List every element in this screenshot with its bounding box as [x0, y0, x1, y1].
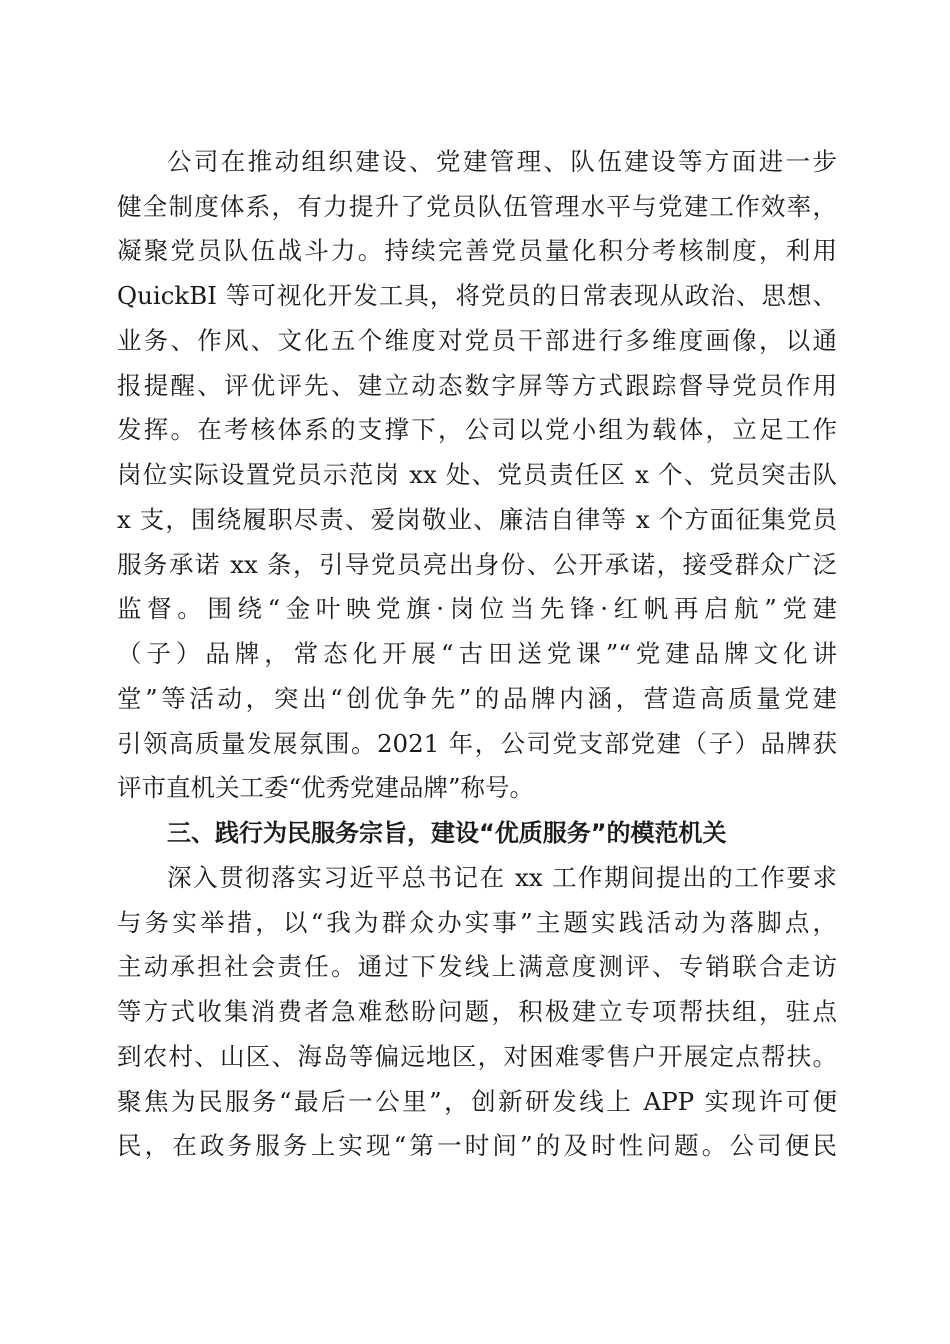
- section-heading: 三、践行为民服务宗旨，建设“优质服务”的模范机关: [167, 819, 727, 847]
- paragraph-line: 聚焦为民服务“最后一公里”，创新研发线上 APP 实现许可便: [117, 1087, 837, 1116]
- paragraph-line: 报提醒、评优评先、建立动态数字屏等方式跟踪督导党员作用: [117, 371, 837, 400]
- paragraph-line: 深入贯彻落实习近平总书记在 xx 工作期间提出的工作要求: [167, 863, 837, 892]
- paragraph-line: 公司在推动组织建设、党建管理、队伍建设等方面进一步: [167, 147, 837, 176]
- paragraph-line: 发挥。在考核体系的支撑下，公司以党小组为载体，立足工作: [117, 415, 837, 444]
- paragraph-line: 监督。围绕“金叶映党旗·岗位当先锋·红帆再启航”党建: [117, 594, 837, 623]
- paragraph-line: 服务承诺 xx 条，引导党员亮出身份、公开承诺，接受群众广泛: [117, 550, 837, 579]
- paragraph-line: 业务、作风、文化五个维度对党员干部进行多维度画像，以通: [117, 326, 837, 355]
- paragraph-line: 岗位实际设置党员示范岗 xx 处、党员责任区 x 个、党员突击队: [117, 460, 837, 489]
- paragraph-line: 主动承担社会责任。通过下发线上满意度测评、专销联合走访: [117, 952, 837, 981]
- paragraph-line: （子）品牌，常态化开展“古田送党课”“党建品牌文化讲: [117, 639, 837, 668]
- paragraph-line: 到农村、山区、海岛等偏远地区，对困难零售户开展定点帮扶。: [117, 1042, 837, 1071]
- paragraph-line: x 支，围绕履职尽责、爱岗敬业、廉洁自律等 x 个方面征集党员: [117, 505, 837, 534]
- paragraph-line: 民，在政务服务上实现“第一时间”的及时性问题。公司便民: [117, 1131, 837, 1160]
- paragraph-line: 凝聚党员队伍战斗力。持续完善党员量化积分考核制度，利用: [117, 236, 837, 265]
- paragraph-line: 健全制度体系，有力提升了党员队伍管理水平与党建工作效率，: [117, 192, 837, 221]
- paragraph-line: QuickBI 等可视化开发工具，将党员的日常表现从政治、思想、: [117, 281, 837, 310]
- paragraph-line: 评市直机关工委“优秀党建品牌”称号。: [117, 773, 535, 802]
- paragraph-line: 堂”等活动，突出“创优争先”的品牌内涵，营造高质量党建: [117, 684, 837, 713]
- paragraph-line: 与务实举措，以“我为群众办实事”主题实践活动为落脚点，: [117, 908, 837, 937]
- paragraph-line: 等方式收集消费者急难愁盼问题，积极建立专项帮扶组，驻点: [117, 997, 837, 1026]
- paragraph-line: 引领高质量发展氛围。2021 年，公司党支部党建（子）品牌获: [117, 729, 837, 758]
